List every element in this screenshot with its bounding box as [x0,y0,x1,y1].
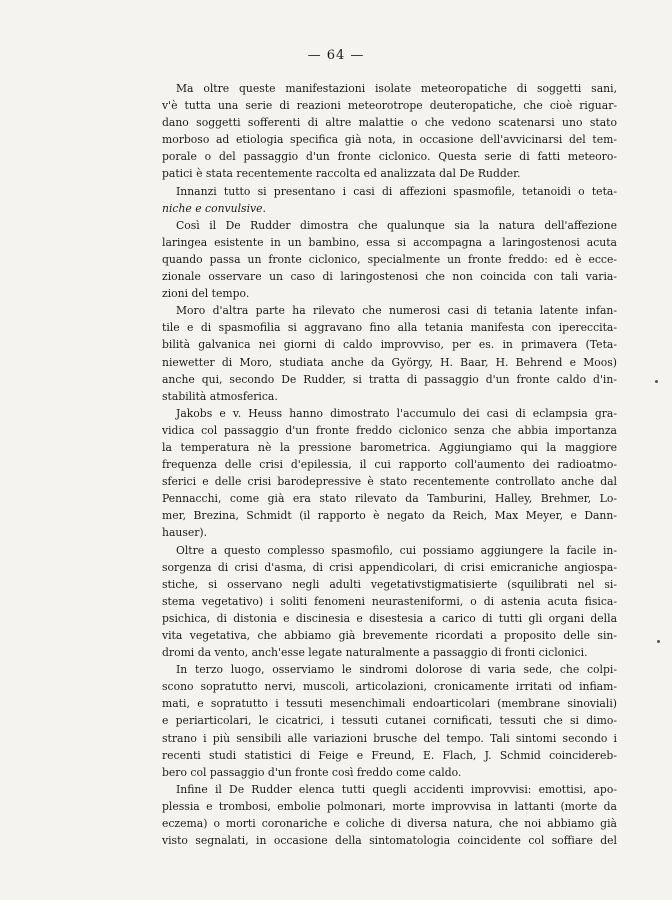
margin-mark [655,380,658,383]
text-line: la temperatura nè la pressione barometrica. Aggiungiamo qui la maggiore [162,440,617,454]
text-line: strano i più sensibili alle variazioni brusche del tempo. Tali sintomi secondo i [162,731,617,745]
text-line: niewetter di Moro, studiata anche da György, H. Baar, H. Behrend e Moos) [162,355,617,369]
text-line: Pennacchi, come già era stato rilevato da Tamburini, Halley, Brehmer, Lo- [162,492,617,506]
text-line: anche qui, secondo De Rudder, si tratta di passaggio d'un fronte caldo d'in- [162,372,617,386]
text-line: dano soggetti sofferenti di altre malattie o che vedono scatenarsi uno stato [162,116,617,130]
text-line: stabilità atmosferica. [162,389,278,403]
text-line: niche e convulsive. [162,201,266,215]
text-line: bero col passaggio d'un fronte così freddo come caldo. [162,765,462,779]
text-line: Ma oltre queste manifestazioni isolate meteoropatiche di soggetti sani, [176,82,617,95]
body-text [162,80,617,849]
text-line: Jakobs e v. Heuss hanno dimostrato l'accumulo dei casi di eclampsia gra- [176,406,617,420]
text-line: laringea esistente in un bambino, essa si accompagna a laringostenosi acuta [162,235,617,249]
text-line: quando passa un fronte ciclonico, specialmente un fronte freddo: ed è ecce- [162,252,617,266]
text-line: mati, e sopratutto i tessuti mesenchimali endoarticolari (membrane sinoviali) [162,697,617,711]
text-line: bilità galvanica nei giorni di caldo improvviso, per es. in primavera (Teta- [162,338,617,352]
text-line: frequenza delle crisi d'epilessia, il cui rapporto coll'aumento dei radioatmo- [162,458,617,472]
text-line: mer, Brezina, Schmidt (il rapporto è negato da Reich, Max Meyer, e Dann- [162,509,617,523]
text-line: tile e di spasmofilia si aggravano fino alla tetania manifesta con iperecci​ta- [162,321,617,335]
text-line: stema vegetativo) i soliti fenomeni neurasteniformi, o di astenia acuta fisica- [162,594,617,608]
text-line: sorgenza di crisi d'asma, di crisi appendicolari, di crisi emicraniche angiospa- [162,560,617,574]
text-line: patici è stata recentemente raccolta ed analizzata dal De Rudder. [162,167,521,181]
text-line: zioni del tempo. [162,287,250,301]
text-line: dromi da vento, anch'esse legate naturalmente a passaggio di fronti ciclonici. [162,646,588,660]
text-line: Infine il De Rudder elenca tutti quegli accidenti improvvisi: emottisi, apo- [176,782,617,796]
text-line: eczema) o morti coronariche e coliche di diversa natura, che noi abbiamo già [162,817,617,831]
text-line: zionale osservare un caso di laringostenosi che non coincida con tali varia- [162,270,617,284]
text-line: Moro d'altra parte ha rilevato che numerosi casi di tetania latente infan- [176,304,617,318]
text-line: e periarticolari, le cicatrici, i tessuti cutanei cornificati, tessuti che si dimo- [162,714,617,728]
text-line: Oltre a questo complesso spasmofilo, cui possiamo aggiungere la facile in- [176,543,617,557]
text-line: porale o del passaggio d'un fronte ciclonico. Questa serie di fatti meteoro- [162,150,617,164]
text-line: plessia e trombosi, embolie polmonari, morte improvvisa in lattanti (morte da [162,799,617,813]
page-number: — 64 — [307,48,365,63]
text-line: psichica, di distonia e discinesia e disestesia a carico di tutti gli organi della [162,611,617,625]
text-line: Innanzi tutto si presentano i casi di affezioni spasmofile, tetanoidi o teta- [176,184,617,198]
text-line: recenti studi statistici di Feige e Freund, E. Flach, J. Schmid coinciderеb- [162,748,617,762]
text-line: hauser). [162,526,208,540]
text-line: scono sopratutto nervi, muscoli, articolazioni, cronicamente irritati od infiam- [162,680,617,694]
margin-mark [657,640,660,643]
text-line: vita vegetativa, che abbiamo già brevemente ricordati a proposito delle sin- [162,629,617,642]
text-line: morboso ad etiologia specifica già nota, in occasione dell'avvicinarsi del tem- [162,133,617,147]
text-line: In terzo luogo, osserviamo le sindromi dolorose di varia sede, che colpi- [176,663,617,677]
text-line: stiche, si osservano negli adulti vegetativstigmatisierte (squilibrati nel si- [162,577,617,591]
text-line: vidica col passaggio d'un fronte freddo ciclonico senza che abbia importanza [162,423,617,437]
text-line: Così il De Rudder dimostra che qualunque sia la natura dell'affezione [176,218,617,232]
text-line: visto segnalati, in occasione della sintomatologia coincidente col soffiare del [162,834,617,848]
text-line: sferici e delle crisi barodepressive è stato recentemente controllato anche dal [162,475,617,489]
text-line: v'è tutta una serie di reazioni meteorotrope deuteropatiche, che cioè riguar- [162,99,617,113]
